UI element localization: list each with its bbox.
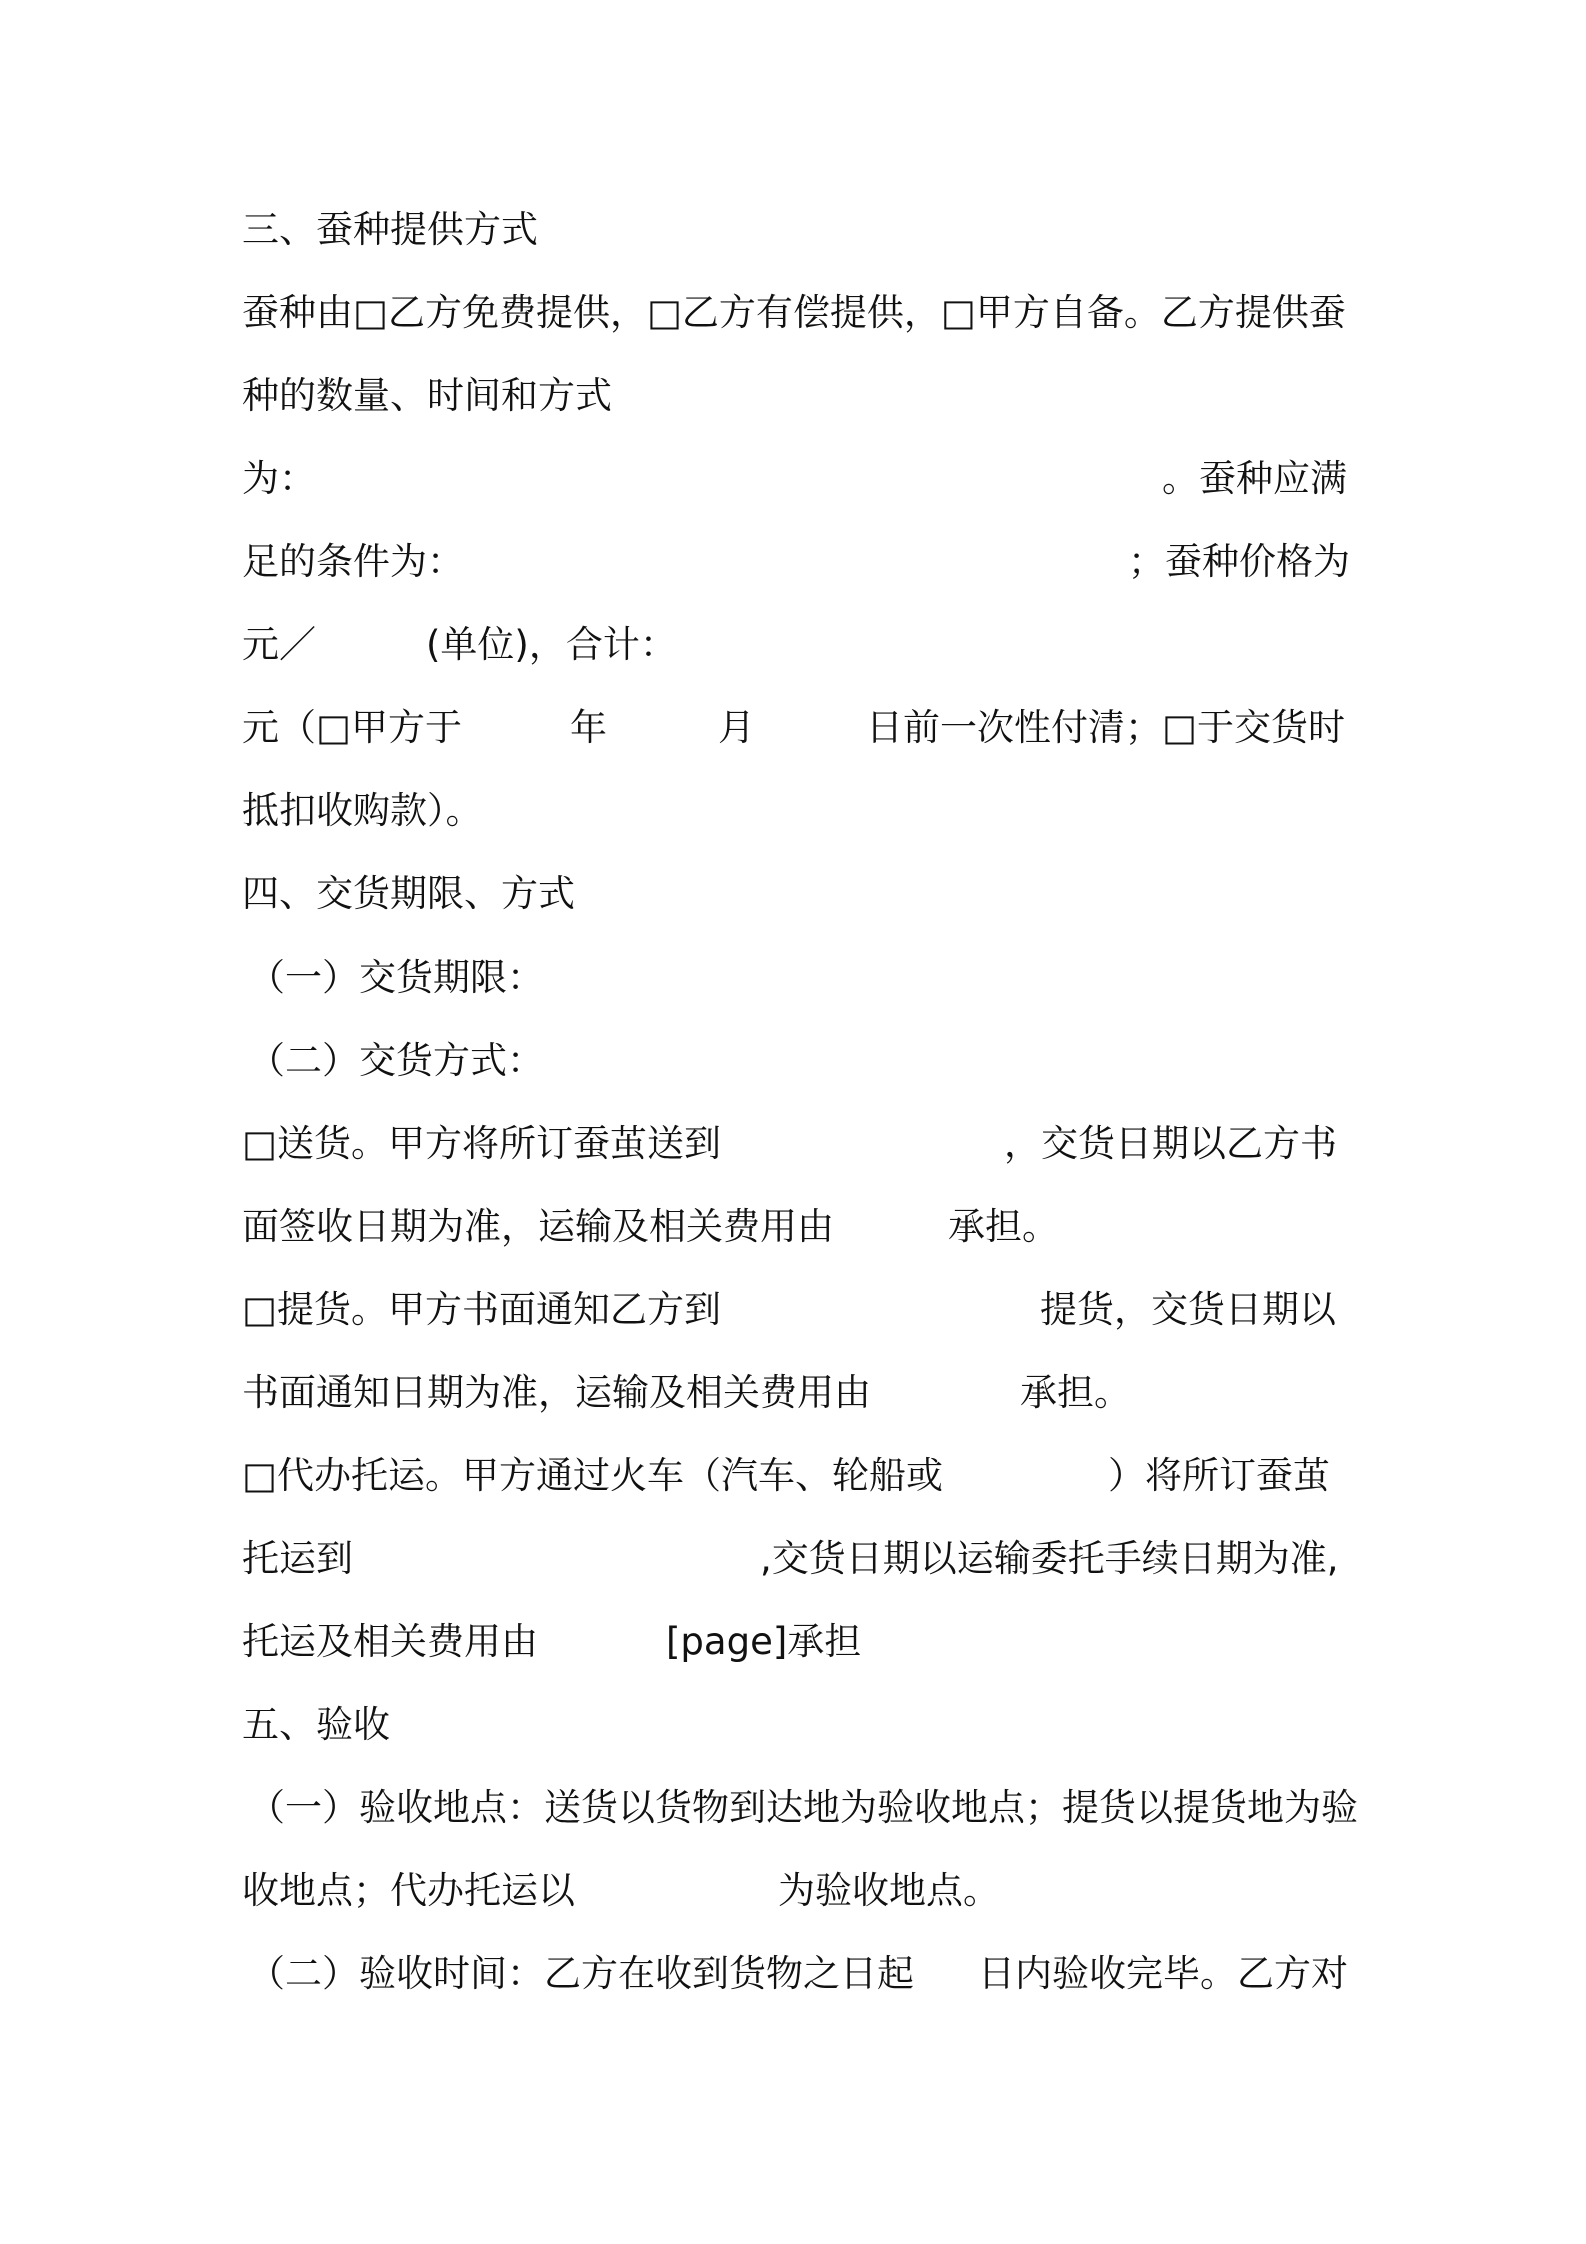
text-segment: 提货，交货日期以 (1040, 1288, 1336, 1331)
text-segment: 日前一次性付清；□于交货时 (866, 706, 1345, 749)
text-line (0, 1778, 1586, 1838)
text-segment: 为： (242, 457, 316, 500)
text-line (0, 615, 1586, 675)
text-segment: 日内验收完毕。乙方对 (978, 1952, 1348, 1995)
text-segment: ）将所订蚕茧 (1108, 1454, 1330, 1497)
text-line (0, 1280, 1586, 1340)
text-line (0, 366, 1586, 426)
text-line (0, 1031, 1586, 1091)
text-line (0, 1861, 1586, 1921)
text-segment: ，交货日期以乙方书 (1004, 1122, 1337, 1165)
text-line (0, 1197, 1586, 1257)
text-line (0, 864, 1586, 924)
text-line (0, 698, 1586, 758)
text-line (0, 532, 1586, 592)
text-segment: 。蚕种应满 (1162, 457, 1347, 500)
text-line (0, 948, 1586, 1008)
text-segment: 五、验收 (242, 1703, 390, 1746)
text-segment: 面签收日期为准，运输及相关费用由 (242, 1205, 834, 1248)
text-segment: □送货。甲方将所订蚕茧送到 (242, 1122, 721, 1165)
text-segment: □提货。甲方书面通知乙方到 (242, 1288, 721, 1331)
text-line (0, 283, 1586, 343)
text-segment: 书面通知日期为准，运输及相关费用由 (242, 1371, 871, 1414)
text-segment: 年 (570, 706, 607, 749)
text-segment: 托运及相关费用由 (242, 1620, 538, 1663)
text-segment: (单位)，合计： (426, 623, 677, 666)
text-segment: 三、蚕种提供方式 (242, 208, 538, 251)
text-segment: 蚕种由□乙方免费提供，□乙方有偿提供，□甲方自备。乙方提供蚕 (242, 291, 1346, 334)
text-line (0, 449, 1586, 509)
text-line (0, 1363, 1586, 1423)
text-segment: 托运到 (242, 1537, 353, 1580)
text-segment: 为验收地点。 (778, 1869, 1000, 1912)
text-segment: ；蚕种价格为 (1128, 540, 1350, 583)
text-segment: 收地点；代办托运以 (242, 1869, 575, 1912)
text-segment: [page]承担 (666, 1620, 862, 1663)
text-segment: 足的条件为： (242, 540, 464, 583)
text-line (0, 781, 1586, 841)
text-segment: （一）交货期限： (248, 956, 544, 999)
text-segment: 四、交货期限、方式 (242, 872, 575, 915)
text-line (0, 1529, 1586, 1589)
text-segment: 承担。 (1020, 1371, 1131, 1414)
text-segment: （二）验收时间：乙方在收到货物之日起 (248, 1952, 914, 1995)
text-segment: 抵扣收购款）。 (242, 789, 483, 832)
text-segment: （二）交货方式： (248, 1039, 544, 1082)
text-segment: 承担。 (948, 1205, 1059, 1248)
text-line (0, 1446, 1586, 1506)
text-segment: □代办托运。甲方通过火车（汽车、轮船或 (242, 1454, 943, 1497)
text-line (0, 1612, 1586, 1672)
text-segment: 元／ (242, 623, 316, 666)
text-line (0, 1944, 1586, 2004)
text-segment: 元（□甲方于 (242, 706, 462, 749)
text-segment: ,交货日期以运输委托手续日期为准, (760, 1537, 1339, 1580)
text-line (0, 1114, 1586, 1174)
text-segment: 种的数量、时间和方式 (242, 374, 612, 417)
text-line (0, 200, 1586, 260)
text-line (0, 1695, 1586, 1755)
text-segment: 月 (718, 706, 755, 749)
text-segment: （一）验收地点：送货以货物到达地为验收地点；提货以提货地为验 (248, 1786, 1358, 1829)
